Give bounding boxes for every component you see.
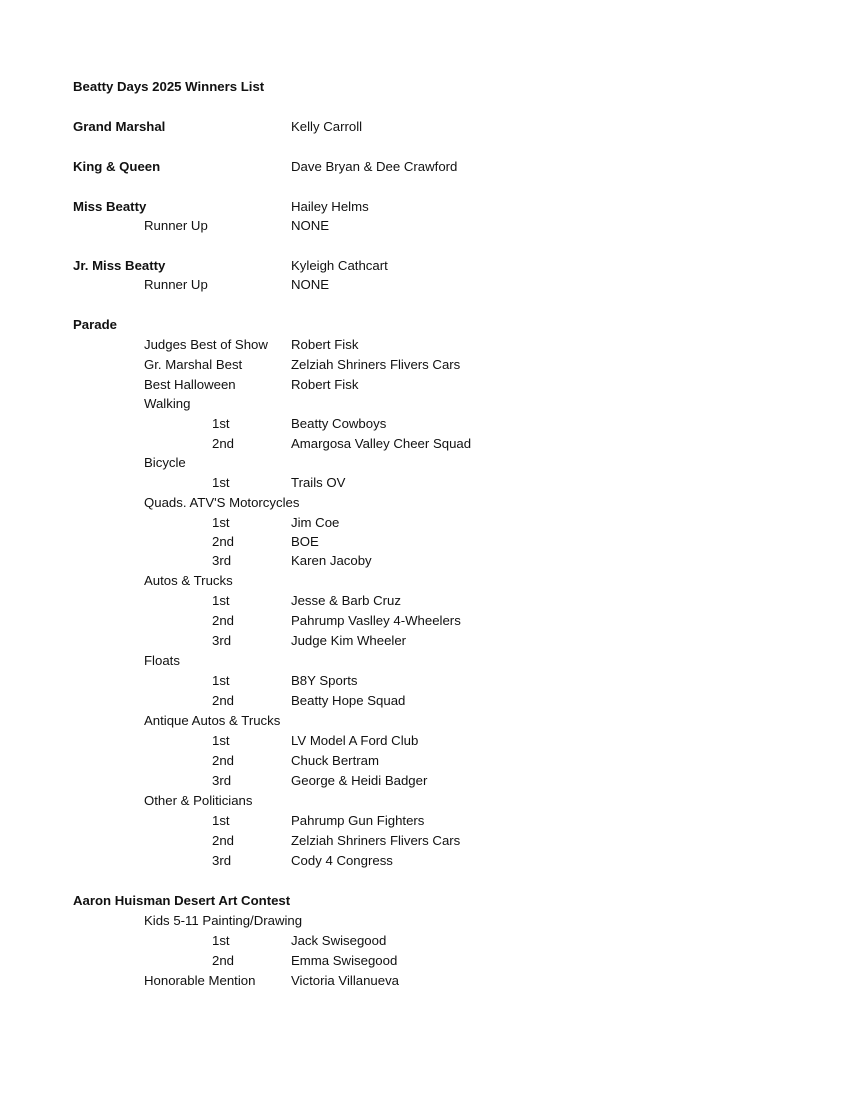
place-label: 1st	[212, 593, 230, 608]
place-row	[0, 832, 850, 850]
place-label: 1st	[212, 733, 230, 748]
document-title: Beatty Days 2025 Winners List	[73, 79, 265, 94]
place-label: 1st	[212, 515, 230, 530]
place-label: 3rd	[212, 773, 232, 788]
section-label: Grand Marshal	[73, 119, 166, 134]
miss-beatty-runner-up-row	[0, 217, 850, 235]
winner-value: Jim Coe	[291, 515, 340, 530]
category-label: Bicycle	[144, 455, 186, 470]
winner-value: NONE	[291, 218, 330, 233]
grand-marshal-row	[0, 118, 850, 136]
award-row	[0, 376, 850, 394]
place-label: 2nd	[212, 436, 235, 451]
place-label: 1st	[212, 813, 230, 828]
category-row	[0, 454, 850, 472]
section-label: Jr. Miss Beatty	[73, 258, 166, 273]
winner-value: BOE	[291, 534, 319, 549]
place-label: 2nd	[212, 693, 235, 708]
place-row	[0, 632, 850, 650]
jr-miss-beatty-row	[0, 257, 850, 275]
place-label: 1st	[212, 673, 230, 688]
place-label: 1st	[212, 475, 230, 490]
award-label: Judges Best of Show	[144, 337, 268, 352]
king-queen-row	[0, 158, 850, 176]
winner-value: Judge Kim Wheeler	[291, 633, 407, 648]
winner-value: Zelziah Shriners Flivers Cars	[291, 833, 461, 848]
place-label: 2nd	[212, 833, 235, 848]
award-label: Best Halloween	[144, 377, 236, 392]
winner-value: Kyleigh Cathcart	[291, 258, 388, 273]
section-label: Parade	[73, 317, 117, 332]
winner-value: LV Model A Ford Club	[291, 733, 419, 748]
winner-value: NONE	[291, 277, 330, 292]
award-label: Gr. Marshal Best	[144, 357, 243, 372]
section-label: Miss Beatty	[73, 199, 147, 214]
place-row	[0, 435, 850, 453]
place-row	[0, 474, 850, 492]
place-row	[0, 514, 850, 532]
place-row	[0, 672, 850, 690]
category-row	[0, 792, 850, 810]
winner-value: Pahrump Gun Fighters	[291, 813, 425, 828]
winner-value: Jack Swisegood	[291, 933, 387, 948]
place-row	[0, 932, 850, 950]
winner-value: B8Y Sports	[291, 673, 358, 688]
place-row	[0, 612, 850, 630]
category-label: Kids 5-11 Painting/Drawing	[144, 913, 303, 928]
place-label: 3rd	[212, 553, 232, 568]
place-row	[0, 852, 850, 870]
place-row	[0, 692, 850, 710]
category-label: Floats	[144, 653, 180, 668]
place-row	[0, 812, 850, 830]
place-row	[0, 772, 850, 790]
section-label: Aaron Huisman Desert Art Contest	[73, 893, 291, 908]
winner-value: Beatty Cowboys	[291, 416, 387, 431]
place-row	[0, 533, 850, 551]
award-row	[0, 336, 850, 354]
winner-value: Pahrump Vaslley 4-Wheelers	[291, 613, 461, 628]
winner-value: Cody 4 Congress	[291, 853, 393, 868]
section-label: King & Queen	[73, 159, 161, 174]
category-label: Other & Politicians	[144, 793, 253, 808]
winner-value: Dave Bryan & Dee Crawford	[291, 159, 458, 174]
place-row	[0, 752, 850, 770]
category-row	[0, 494, 850, 512]
jr-miss-beatty-runner-up-row	[0, 276, 850, 294]
winner-value: Emma Swisegood	[291, 953, 398, 968]
award-label: Runner Up	[144, 218, 208, 233]
category-label: Antique Autos & Trucks	[144, 713, 281, 728]
art-contest-row	[0, 892, 850, 910]
place-label: 1st	[212, 416, 230, 431]
winner-value: Hailey Helms	[291, 199, 369, 214]
winner-value: George & Heidi Badger	[291, 773, 428, 788]
winner-value: Victoria Villanueva	[291, 973, 400, 988]
miss-beatty-row	[0, 198, 850, 216]
place-label: 2nd	[212, 953, 235, 968]
place-row	[0, 732, 850, 750]
award-label: Honorable Mention	[144, 973, 256, 988]
winner-value: Jesse & Barb Cruz	[291, 593, 401, 608]
category-row	[0, 712, 850, 730]
category-label: Walking	[144, 396, 191, 411]
category-label: Quads. ATV'S Motorcycles	[144, 495, 300, 510]
category-row	[0, 912, 850, 930]
title-row	[0, 78, 850, 96]
category-row	[0, 572, 850, 590]
place-label: 1st	[212, 933, 230, 948]
winner-value: Zelziah Shriners Flivers Cars	[291, 357, 461, 372]
honorable-mention-row	[0, 972, 850, 990]
award-label: Runner Up	[144, 277, 208, 292]
category-label: Autos & Trucks	[144, 573, 233, 588]
winner-value: Kelly Carroll	[291, 119, 363, 134]
award-row	[0, 356, 850, 374]
parade-row	[0, 316, 850, 334]
place-label: 3rd	[212, 853, 232, 868]
winner-value: Robert Fisk	[291, 377, 359, 392]
place-row	[0, 415, 850, 433]
place-label: 3rd	[212, 633, 232, 648]
category-row	[0, 395, 850, 413]
place-label: 2nd	[212, 534, 235, 549]
winner-value: Chuck Bertram	[291, 753, 379, 768]
place-row	[0, 952, 850, 970]
place-row	[0, 552, 850, 570]
category-row	[0, 652, 850, 670]
winner-value: Amargosa Valley Cheer Squad	[291, 436, 472, 451]
place-label: 2nd	[212, 753, 235, 768]
winner-value: Karen Jacoby	[291, 553, 372, 568]
place-label: 2nd	[212, 613, 235, 628]
place-row	[0, 592, 850, 610]
winner-value: Robert Fisk	[291, 337, 359, 352]
winner-value: Trails OV	[291, 475, 346, 490]
winner-value: Beatty Hope Squad	[291, 693, 406, 708]
